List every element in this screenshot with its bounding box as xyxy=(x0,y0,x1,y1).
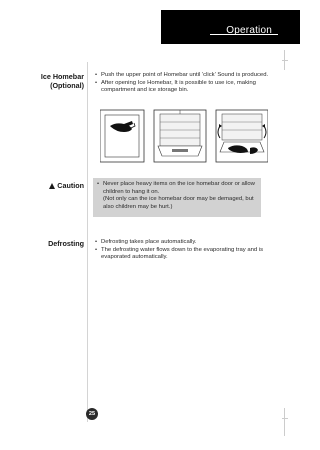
margin-tick xyxy=(282,418,288,419)
ice-homebar-illustration xyxy=(100,108,268,166)
list-item: • After opening Ice Homebar, It is possible to use ice, making compartment and ice storage bin. xyxy=(94,80,272,95)
push-door-figure xyxy=(100,110,144,162)
margin-tick xyxy=(282,60,288,61)
margin-rule-bottom xyxy=(284,408,285,436)
defrosting-instructions xyxy=(94,239,272,262)
page-number: 25 xyxy=(86,408,98,420)
caution-text: Never place heavy items on the ice homebar door or allow children to hang it on. xyxy=(103,181,255,195)
ice-homebar-instructions xyxy=(94,72,272,95)
remove-bin-figure xyxy=(216,110,268,162)
defrosting-label: Defrosting xyxy=(48,239,84,248)
warning-triangle-icon xyxy=(49,183,55,189)
column-divider xyxy=(87,62,88,422)
caution-list xyxy=(93,178,261,211)
ice-homebar-label-optional: (Optional) xyxy=(50,81,84,90)
list-item: • Defrosting takes place automatically. xyxy=(94,239,272,247)
caution-note: (Not only can the ice homebar door may be demaged, but also children may be hurt.) xyxy=(103,196,254,210)
open-door-figure xyxy=(154,110,206,162)
list-item xyxy=(96,181,258,211)
page-title: Operation xyxy=(226,25,272,36)
caution-label xyxy=(49,181,84,190)
ice-homebar-label xyxy=(41,72,84,90)
list-item: • The defrosting water flows down to the evaporating tray and is evaporated automatically. xyxy=(94,247,272,262)
list-item: • Push the upper point of Homebar until ‘click’ Sound is produced. xyxy=(94,72,272,80)
caution-box xyxy=(93,178,261,217)
caution-label-text: Caution xyxy=(57,181,84,190)
ice-homebar-label-title: Ice Homebar xyxy=(40,72,84,81)
